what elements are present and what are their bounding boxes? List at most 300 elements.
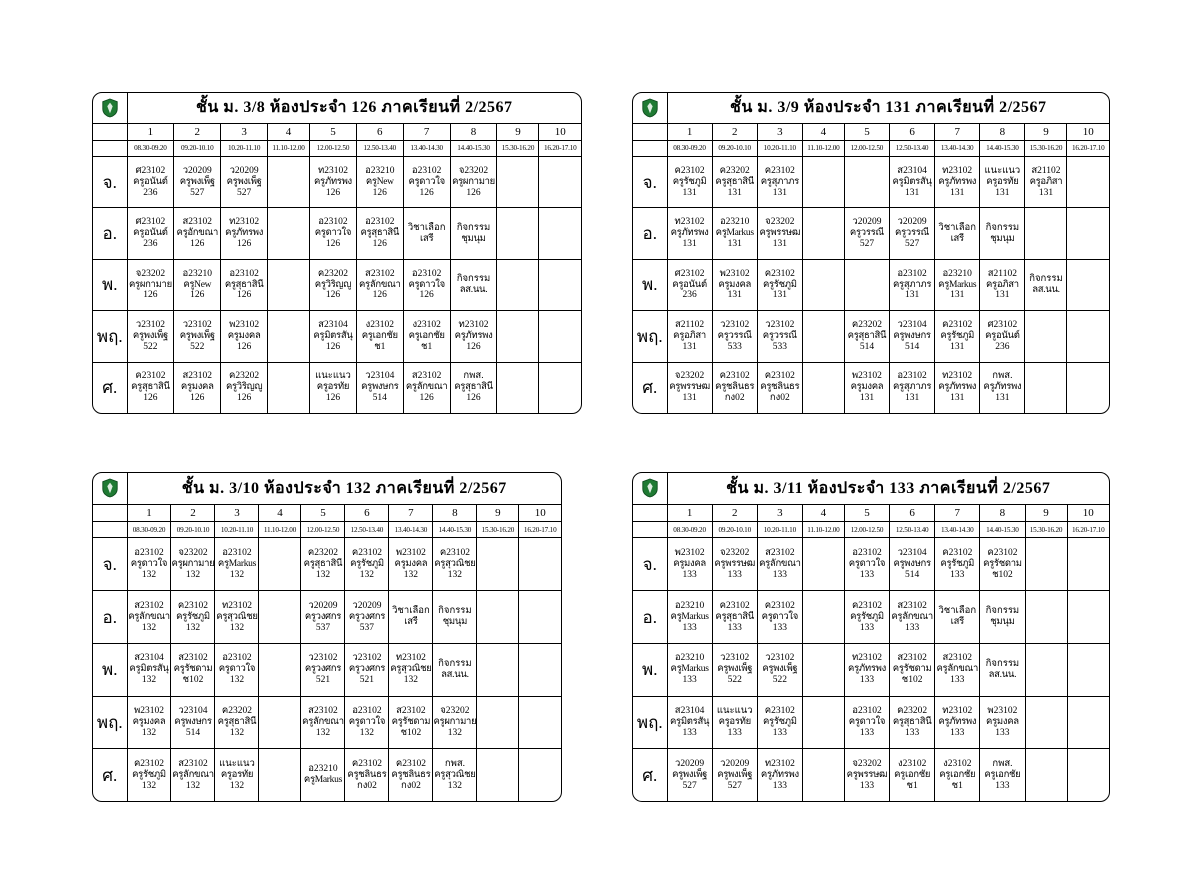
timetable-table <box>93 93 581 413</box>
room-number: 132 <box>141 569 157 580</box>
subject-code: ง23102 <box>412 320 441 331</box>
room-number: 131 <box>727 290 742 301</box>
teacher-name: ลส.นน. <box>459 284 488 295</box>
teacher-name: ครูรัชภูมิ <box>940 558 975 569</box>
room-number: กง02 <box>724 393 745 404</box>
period-cell <box>389 749 433 801</box>
teacher-name: ครูอภิสา <box>1029 176 1063 187</box>
period-cell <box>310 156 357 207</box>
room-number: 133 <box>772 780 787 791</box>
subject-code: ส23102 <box>396 706 426 717</box>
subject-code: ท23102 <box>942 165 973 176</box>
room-number: 132 <box>447 569 463 580</box>
period-cell <box>890 362 935 413</box>
subject-code: อ23102 <box>365 217 395 228</box>
subject-code: ว23102 <box>308 653 338 664</box>
room-number: 132 <box>229 569 245 580</box>
room-number: 514 <box>372 393 387 404</box>
subject-code: ว20209 <box>182 165 212 176</box>
subject-code: อ23102 <box>897 371 927 382</box>
table-row <box>93 696 561 749</box>
period-cell-empty <box>1067 591 1109 644</box>
period-cell <box>980 643 1025 696</box>
teacher-name: ครูพงเพ็ฐ <box>762 664 798 675</box>
subject-code: กิจกรรม <box>985 606 1020 617</box>
teacher-name: ครูเอกชัย <box>361 330 398 341</box>
table-row <box>633 643 1109 696</box>
subject-code: กิจกรรม <box>1029 274 1063 285</box>
period-time-row <box>633 522 1109 538</box>
period-time: 11.10-12.00 <box>268 140 310 156</box>
room-number: 132 <box>447 780 463 791</box>
room-number: 132 <box>229 622 245 633</box>
day-label: ศ. <box>633 749 667 801</box>
teacher-name: ครูMarkus <box>670 611 709 622</box>
period-cell-empty <box>1067 311 1109 362</box>
teacher-name: ครูวงศกร <box>348 611 386 622</box>
room-number: 126 <box>466 393 481 404</box>
subject-code: อ23102 <box>222 653 252 664</box>
period-cell-empty <box>802 156 844 207</box>
school-crest-icon <box>633 473 667 504</box>
room-number: 522 <box>772 675 787 686</box>
period-cell <box>712 259 757 310</box>
period-number: 5 <box>310 123 357 140</box>
period-cell <box>221 259 268 310</box>
subject-code: ส21102 <box>1031 165 1061 176</box>
room-number: 533 <box>772 341 787 352</box>
period-cell <box>356 156 403 207</box>
room-number: 133 <box>859 675 875 686</box>
period-cell-empty <box>844 156 889 207</box>
teacher-name: ครูภัทรพง <box>760 769 799 780</box>
period-cell-empty <box>539 156 581 207</box>
period-cell-empty <box>259 591 301 644</box>
subject-code: กิจกรรม <box>985 222 1020 233</box>
period-number: 9 <box>477 504 519 522</box>
room-number: 131 <box>859 393 875 404</box>
period-number: 2 <box>174 123 221 140</box>
period-cell <box>171 643 215 696</box>
period-time: 15.30-16.20 <box>1025 140 1067 156</box>
subject-code: ค23102 <box>719 371 750 382</box>
teacher-name: ครูสุธาสินี <box>224 279 264 290</box>
period-cell <box>980 591 1025 644</box>
period-cell-empty <box>497 311 539 362</box>
subject-code: วิชาเลือก <box>938 222 977 233</box>
period-number: 10 <box>1067 123 1109 140</box>
period-time: 12.00-12.50 <box>301 522 345 538</box>
room-number: 126 <box>236 393 252 404</box>
period-number: 3 <box>757 504 802 522</box>
timetable-card-0 <box>92 92 582 414</box>
subject-code: ค23102 <box>133 758 165 769</box>
room-number: 527 <box>190 187 205 198</box>
teacher-name: ครูพรรษฒ <box>669 382 710 393</box>
room-number: 131 <box>727 239 742 250</box>
period-cell <box>757 591 802 644</box>
period-number: 5 <box>844 504 889 522</box>
subject-code: ส23102 <box>942 653 973 664</box>
period-cell <box>310 208 357 259</box>
timetable-table <box>633 93 1109 413</box>
period-cell-empty <box>802 538 844 591</box>
room-number: 133 <box>859 780 875 791</box>
day-label: จ. <box>633 156 667 207</box>
teacher-name: ครูอนันต์ <box>985 330 1020 341</box>
room-number: 522 <box>727 675 742 686</box>
page-title: ชั้น ม. 3/11 ห้องประจำ 133 ภาคเรียนที่ 2/2567 <box>726 479 1051 497</box>
period-cell-empty <box>802 259 844 310</box>
page-title: ชั้น ม. 3/10 ห้องประจำ 132 ภาคเรียนที่ 2/2567 <box>181 479 507 497</box>
room-number: 126 <box>419 290 434 301</box>
period-time: 08.30-09.20 <box>127 140 174 156</box>
period-time: 12.50-13.40 <box>356 140 403 156</box>
subject-code: ค23102 <box>764 371 795 382</box>
table-row <box>93 362 581 413</box>
subject-code: ค23102 <box>987 547 1018 558</box>
period-cell <box>890 696 935 749</box>
title-cell <box>667 473 1109 504</box>
room-number: 527 <box>236 187 252 198</box>
period-time: 14.40-15.30 <box>980 522 1025 538</box>
period-cell <box>450 259 497 310</box>
room-number: 132 <box>141 727 157 738</box>
subject-code: แนะแนว <box>315 371 351 382</box>
period-cell-empty <box>519 749 561 801</box>
period-cell <box>844 643 889 696</box>
subject-code: ส21102 <box>987 268 1017 279</box>
corner-cell <box>93 522 127 538</box>
period-cell-empty <box>1067 643 1109 696</box>
period-cell-empty <box>259 696 301 749</box>
subject-code: อ23210 <box>308 764 338 775</box>
day-label: พ. <box>93 259 127 310</box>
period-cell <box>980 156 1025 207</box>
period-cell <box>171 749 215 801</box>
period-time: 13.40-14.30 <box>935 522 980 538</box>
subject-code: อ23102 <box>134 547 164 558</box>
teacher-name: ครูสุภาภร <box>893 382 932 393</box>
room-number: 131 <box>904 393 920 404</box>
room-number: 131 <box>995 393 1010 404</box>
corner-cell <box>633 140 667 156</box>
period-cell <box>667 696 712 749</box>
period-cell <box>890 749 935 801</box>
period-cell <box>757 643 802 696</box>
subject-code: ท23102 <box>942 371 973 382</box>
period-cell-empty <box>477 643 519 696</box>
subject-code: ท23102 <box>395 653 426 664</box>
teacher-name: ครูมงคล <box>673 558 706 569</box>
period-number: 9 <box>1025 504 1067 522</box>
subject-code: ส23102 <box>897 600 927 611</box>
room-number: 132 <box>359 569 375 580</box>
timetable-table <box>93 473 561 801</box>
period-cell-empty <box>519 591 561 644</box>
room-number: 131 <box>950 341 965 352</box>
period-cell <box>890 643 935 696</box>
teacher-name: ครูMarkus <box>217 558 256 569</box>
period-cell-empty <box>477 696 519 749</box>
period-cell <box>980 311 1025 362</box>
teacher-name: ครูวงศกร <box>348 664 386 675</box>
teacher-name: ครูมิตรสันุ <box>129 664 169 675</box>
period-cell <box>310 362 357 413</box>
school-crest-icon <box>633 93 667 123</box>
period-cell <box>174 311 221 362</box>
room-number: 133 <box>682 675 697 686</box>
subject-code: อ23210 <box>182 268 212 279</box>
period-cell <box>844 591 889 644</box>
period-cell <box>935 208 980 259</box>
period-cell-empty <box>1025 362 1067 413</box>
timetable-card-3 <box>632 472 1110 802</box>
room-number: 132 <box>403 675 419 686</box>
period-time-row <box>93 522 561 538</box>
subject-code: ค23102 <box>764 165 795 176</box>
room-number: 514 <box>185 727 201 738</box>
teacher-name: ครูภัทรพง <box>983 382 1022 393</box>
period-cell <box>356 259 403 310</box>
subject-code: ศ23102 <box>674 268 705 279</box>
room-number: 236 <box>995 341 1010 352</box>
subject-code: ค23102 <box>764 600 795 611</box>
title-row <box>633 473 1109 504</box>
teacher-name: ครูสุวณิชย <box>434 558 476 569</box>
teacher-name: ครูผกามาย <box>128 279 172 290</box>
teacher-name: ครูรัชดาม <box>391 716 431 727</box>
subject-code: ส23104 <box>134 653 164 664</box>
period-cell-empty <box>497 156 539 207</box>
teacher-name: ครูพงเพ็ฐ <box>717 664 753 675</box>
room-number: 514 <box>904 341 920 352</box>
teacher-name: ครูอรทัย <box>718 716 751 727</box>
day-label: ศ. <box>633 362 667 413</box>
period-cell <box>389 538 433 591</box>
period-number: 2 <box>712 504 757 522</box>
period-cell <box>310 259 357 310</box>
period-number: 4 <box>802 123 844 140</box>
room-number: ช1 <box>374 341 386 352</box>
room-number: 133 <box>859 622 875 633</box>
subject-code: ค23102 <box>351 547 382 558</box>
period-cell-empty <box>519 538 561 591</box>
period-number: 10 <box>539 123 581 140</box>
period-number: 4 <box>268 123 310 140</box>
period-cell-empty <box>802 749 844 801</box>
room-number: 126 <box>325 393 341 404</box>
period-cell <box>890 591 935 644</box>
room-number: 132 <box>229 727 245 738</box>
subject-code: จ23202 <box>440 706 470 717</box>
teacher-name: ครูรัชดาม <box>173 664 213 675</box>
teacher-name: ครูมงคล <box>718 279 752 290</box>
period-cell <box>935 362 980 413</box>
period-cell <box>310 311 357 362</box>
teacher-name: ครูNew <box>365 176 394 187</box>
teacher-name: ครูสุธาสินี <box>360 228 400 239</box>
teacher-name: ครูวรรณี <box>762 330 797 341</box>
room-number: 126 <box>190 290 205 301</box>
period-cell-empty <box>259 643 301 696</box>
teacher-name: ชุมนุม <box>461 233 486 244</box>
subject-code: ว23104 <box>178 706 208 717</box>
teacher-name: ครูลักขณา <box>759 558 801 569</box>
teacher-name: ครูวรรณี <box>895 228 930 239</box>
teacher-name: ครูดาวใจ <box>314 228 352 239</box>
subject-code: อ23102 <box>897 268 927 279</box>
day-label: พฤ. <box>93 696 127 749</box>
teacher-name: ครูลักขณา <box>128 611 170 622</box>
period-cell <box>757 259 802 310</box>
table-row <box>93 643 561 696</box>
period-time: 16.20-17.10 <box>1067 140 1109 156</box>
teacher-name: ครูชลินธร <box>715 382 755 393</box>
room-number: 133 <box>995 780 1010 791</box>
period-cell <box>403 259 450 310</box>
day-label: อ. <box>633 208 667 259</box>
subject-code: อ23102 <box>318 217 348 228</box>
table-row <box>633 156 1109 207</box>
period-cell-empty <box>1067 208 1109 259</box>
page-title: ชั้น ม. 3/8 ห้องประจำ 126 ภาคเรียนที่ 2/2567 <box>195 99 513 117</box>
period-number: 8 <box>980 123 1025 140</box>
period-cell <box>667 591 712 644</box>
period-number: 9 <box>497 123 539 140</box>
period-cell <box>301 696 345 749</box>
period-number: 1 <box>667 123 712 140</box>
subject-code: อ23210 <box>674 600 705 611</box>
teacher-name: ครูพงเพ็ฐ <box>132 330 168 341</box>
room-number: 132 <box>229 675 245 686</box>
period-number-row <box>93 504 561 522</box>
subject-code: กพส. <box>992 758 1013 769</box>
teacher-name: ครูพงเพ็ฐ <box>226 176 262 187</box>
period-number-row <box>633 123 1109 140</box>
teacher-name: ครูพงเพ็ฐ <box>179 330 215 341</box>
teacher-name: ครูภัทรพง <box>938 716 977 727</box>
teacher-name: ครูเอกชัย <box>408 330 445 341</box>
room-number: 236 <box>682 290 697 301</box>
subject-code: ว23102 <box>765 320 795 331</box>
room-number: 133 <box>995 727 1010 738</box>
period-time: 09.20-10.10 <box>171 522 215 538</box>
teacher-name: ครูเอกชัย <box>984 769 1021 780</box>
subject-code: ว20209 <box>720 758 750 769</box>
period-number: 7 <box>935 504 980 522</box>
room-number: 131 <box>772 187 787 198</box>
subject-code: ค23102 <box>764 706 795 717</box>
period-cell-empty <box>519 643 561 696</box>
period-time: 10.20-11.10 <box>757 522 802 538</box>
period-cell <box>174 259 221 310</box>
subject-code: ค23102 <box>942 547 973 558</box>
room-number: 131 <box>772 239 787 250</box>
period-number: 7 <box>935 123 980 140</box>
period-number: 5 <box>301 504 345 522</box>
subject-code: กิจกรรม <box>438 658 472 669</box>
period-cell <box>667 749 712 801</box>
subject-code: ค23102 <box>719 600 750 611</box>
period-cell <box>844 311 889 362</box>
period-cell <box>174 156 221 207</box>
period-cell <box>667 311 712 362</box>
room-number: 132 <box>315 569 331 580</box>
subject-code: ว20209 <box>897 217 927 228</box>
period-cell <box>389 643 433 696</box>
table-row <box>93 591 561 644</box>
teacher-name: ครูสุวณิชย <box>216 611 258 622</box>
period-number: 2 <box>171 504 215 522</box>
period-time: 14.40-15.30 <box>450 140 497 156</box>
period-cell-empty <box>539 208 581 259</box>
period-cell <box>127 538 171 591</box>
subject-code: ส23102 <box>365 268 395 279</box>
title-row <box>93 93 581 123</box>
room-number: 132 <box>229 780 245 791</box>
room-number: 522 <box>190 341 205 352</box>
room-number: กง02 <box>769 393 790 404</box>
teacher-name: ครูลักขณา <box>891 611 933 622</box>
subject-code: ท23102 <box>221 600 252 611</box>
subject-code: ค23102 <box>851 600 883 611</box>
teacher-name: ครูมิตรสันุ <box>892 176 932 187</box>
subject-code: ง23102 <box>365 320 394 331</box>
subject-code: ค23102 <box>674 165 705 176</box>
subject-code: อ23102 <box>411 268 442 279</box>
room-number: 133 <box>772 622 787 633</box>
period-time: 13.40-14.30 <box>389 522 433 538</box>
subject-code: แนะแนว <box>219 758 255 769</box>
period-time: 16.20-17.10 <box>539 140 581 156</box>
teacher-name: ครูมงคล <box>227 330 261 341</box>
room-number: 132 <box>447 727 463 738</box>
period-cell <box>450 311 497 362</box>
school-crest-icon <box>93 93 127 123</box>
subject-code: กพส. <box>463 371 484 382</box>
subject-code: อ23102 <box>852 547 882 558</box>
period-time: 08.30-09.20 <box>667 140 712 156</box>
day-label: พฤ. <box>633 696 667 749</box>
room-number: 132 <box>359 727 375 738</box>
period-cell-empty <box>539 311 581 362</box>
room-number: 126 <box>372 239 387 250</box>
period-cell <box>171 538 215 591</box>
room-number: 126 <box>466 341 481 352</box>
subject-code: ค23202 <box>719 165 750 176</box>
period-time: 16.20-17.10 <box>519 522 561 538</box>
teacher-name: ครูผกามาย <box>452 176 495 187</box>
period-cell <box>127 311 174 362</box>
teacher-name: ครูผกามาย <box>171 558 215 569</box>
period-cell <box>356 208 403 259</box>
table-row <box>93 749 561 801</box>
subject-code: พ23102 <box>674 547 705 558</box>
teacher-name: ครูมงคล <box>850 382 884 393</box>
room-number: 131 <box>682 341 697 352</box>
period-cell <box>1025 259 1067 310</box>
subject-code: วิชาเลือก <box>392 606 430 617</box>
day-label: พฤ. <box>93 311 127 362</box>
period-number: 1 <box>127 123 174 140</box>
day-label: อ. <box>93 591 127 644</box>
room-number: 132 <box>403 569 419 580</box>
room-number: 126 <box>325 239 341 250</box>
period-time: 11.10-12.00 <box>802 140 844 156</box>
period-time: 11.10-12.00 <box>259 522 301 538</box>
teacher-name: ครูมงคล <box>132 716 166 727</box>
